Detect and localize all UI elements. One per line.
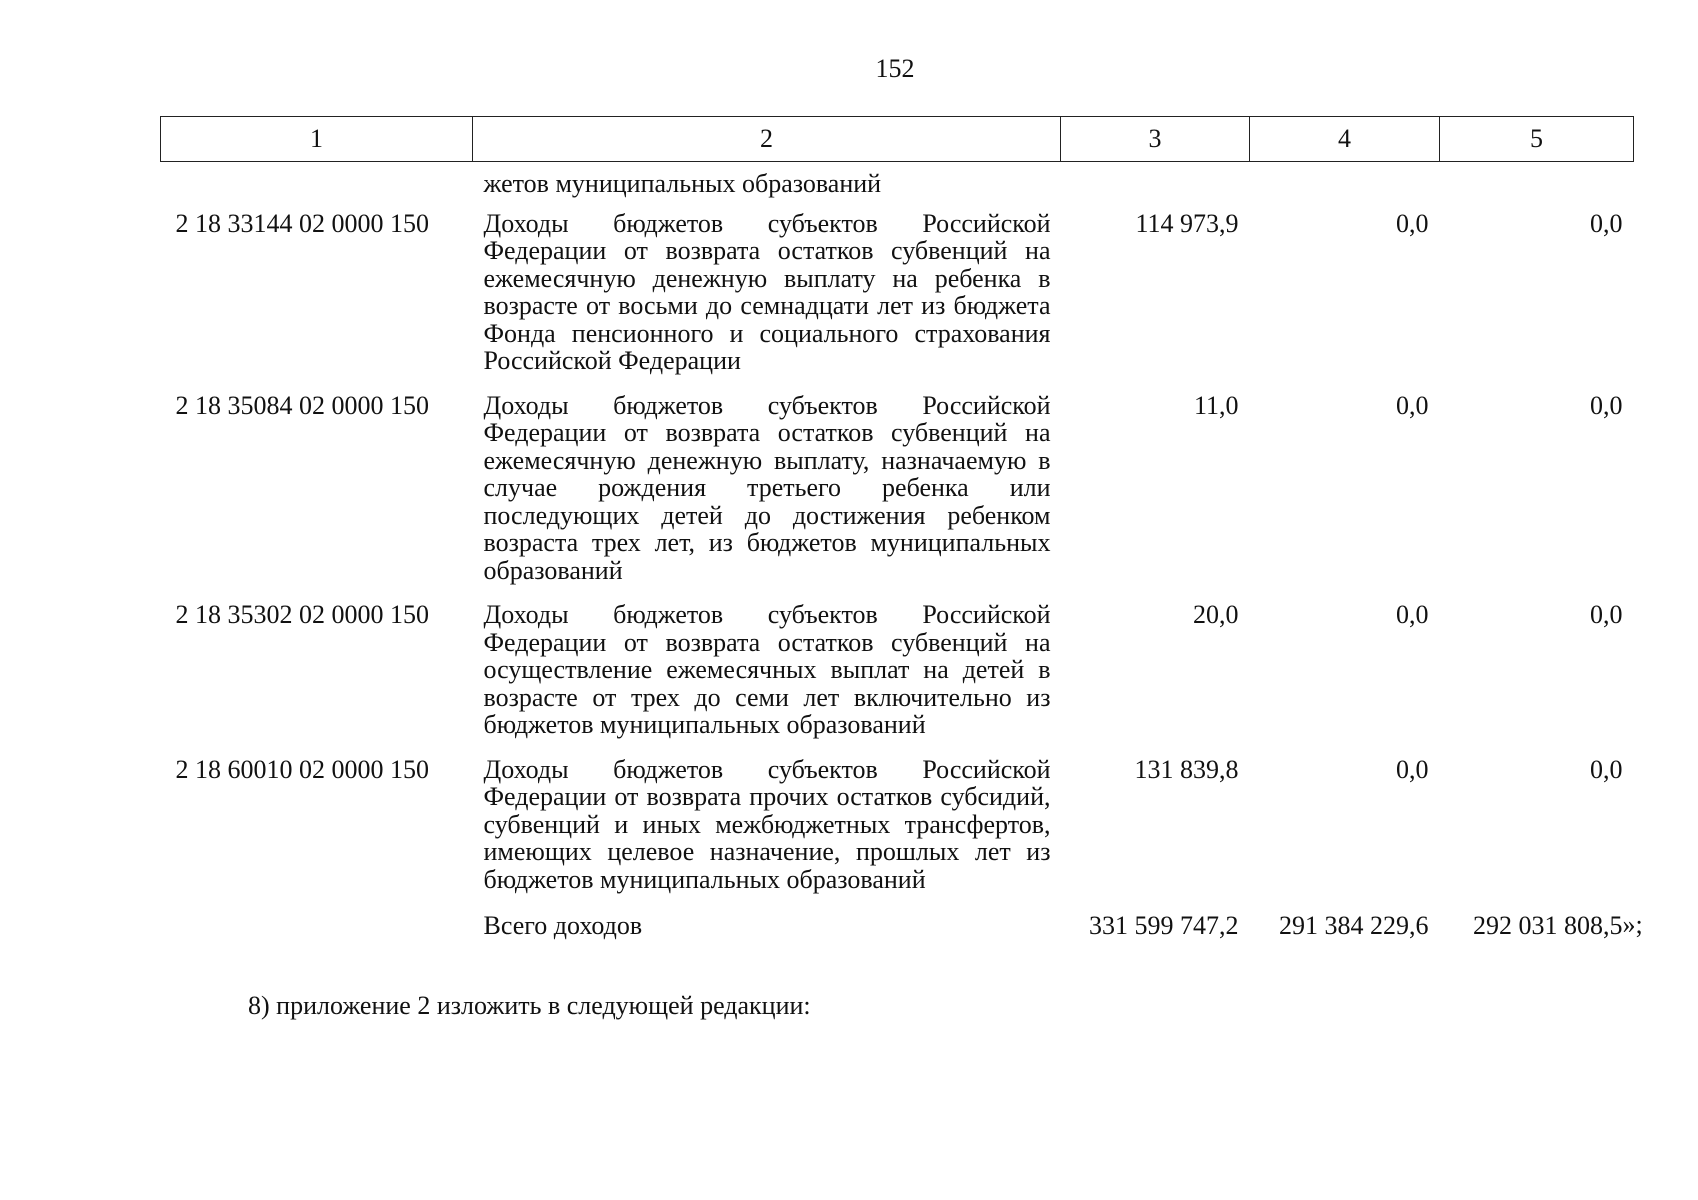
total-col-3: 331 599 747,2: [1089, 911, 1239, 940]
revenue-description: Доходы бюджетов субъектов Российской Федерации от возврата остатков субвенций на ежемесячную денежную выплату, назначаемую в случае рождения третьего ребенка или последующих детей до достижения ребенком возраста трех лет, из бюджетов муниципальных образований: [483, 390, 1051, 585]
table-row: [161, 210, 1634, 392]
revenue-table: [160, 116, 1643, 940]
continuation-row: [161, 162, 1634, 210]
value-col-5: 0,0: [1590, 754, 1623, 784]
value-col-5: 0,0: [1590, 208, 1623, 238]
table-row: [161, 392, 1634, 602]
total-col-4: 291 384 229,6: [1279, 911, 1429, 940]
revenue-code: 2 18 60010 02 0000 150: [175, 754, 429, 784]
value-col-3: 114 973,9: [1135, 208, 1239, 238]
revenue-code: 2 18 35302 02 0000 150: [175, 600, 429, 629]
revenue-description: Доходы бюджетов субъектов Российской Федерации от возврата прочих остатков субсидий, субвенций и иных межбюджетных трансфертов, имеющих целевое назначение, прошлых лет из бюджетов муниципальных образований: [483, 754, 1051, 894]
page-number: 152: [875, 54, 915, 83]
column-header-2: 2: [473, 117, 1061, 162]
value-col-3: 11,0: [1193, 390, 1239, 420]
value-col-5: 0,0: [1590, 600, 1623, 629]
value-col-4: 0,0: [1396, 754, 1429, 784]
total-row: [161, 910, 1634, 940]
column-header-1: 1: [161, 117, 473, 162]
closing-quote: »;: [1622, 910, 1643, 939]
value-col-3: 131 839,8: [1134, 754, 1239, 784]
value-col-4: 0,0: [1396, 390, 1429, 420]
revenue-description: Доходы бюджетов субъектов Российской Федерации от возврата остатков субвенций на ежемесячную денежную выплату на ребенка в возрасте от восьми до семнадцати лет из бюджета Фонда пенсионного и социального страхования Российской Федерации: [483, 208, 1051, 375]
column-header-4: 4: [1250, 117, 1440, 162]
total-label: Всего доходов: [483, 911, 643, 940]
table-header-row: [161, 117, 1634, 162]
column-header-5: 5: [1440, 117, 1634, 162]
revenue-code: 2 18 33144 02 0000 150: [175, 208, 429, 238]
table-row: [161, 601, 1634, 756]
value-col-4: 0,0: [1396, 208, 1429, 238]
continuation-text: жетов муниципальных образований: [483, 169, 882, 198]
table-row: [161, 756, 1634, 911]
revenue-description: Доходы бюджетов субъектов Российской Федерации от возврата остатков субвенций на осуществление ежемесячных выплат на детей в возрасте от трех до семи лет включительно из бюджетов муниципальных образований: [483, 600, 1051, 739]
amendment-paragraph: 8) приложение 2 изложить в следующей редакции:: [248, 991, 811, 1020]
revenue-code: 2 18 35084 02 0000 150: [175, 390, 429, 420]
column-header-3: 3: [1061, 117, 1250, 162]
value-col-5: 0,0: [1590, 390, 1623, 420]
total-col-5-wrap: [1473, 910, 1643, 940]
total-col-5: 292 031 808,5: [1473, 911, 1623, 940]
value-col-3: 20,0: [1193, 600, 1239, 629]
value-col-4: 0,0: [1396, 600, 1429, 629]
